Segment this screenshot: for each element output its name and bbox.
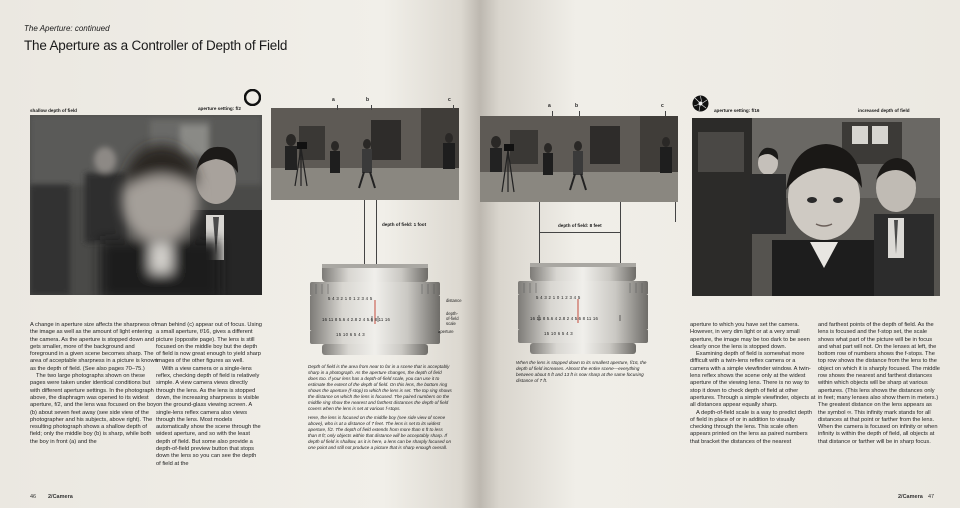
marker-c-line-left [453, 105, 454, 110]
label-shallow-dof: shallow depth of field [30, 108, 77, 113]
caption-right-p1: When the lens is stopped down to its smallest aperture, f/16, the depth of field increases. Almost the entire scene—everything between about 5 ft and 13 ft is now sharp at the same focusing distance of 7 ft. [516, 360, 647, 383]
body-left-col2-p1: man behind (c) appear out of focus. Using a small aperture, f/16, gives a different picture (opposite page). The lens is still focused on the middle boy but the depth of field is now great enough to yield sharp images of the other figures as well. [156, 322, 262, 365]
caption-left-p2: Here, the lens is focused on the middle boy (see side view of scene above), who is at a distance of 7 feet. The lens is set to its widest aperture, f/2. The depth of field extends from more than 6 ft to less than 8 ft; only objects within that distance will be acceptably sharp. If depth of field is shallow, as it is here, a lens can be sharply focused on one point and still not produce a picture that is sharp enough overall. [308, 415, 452, 450]
caption-left-p1: Depth of field is the area from near to far in a scene that is acceptably sharp in a photograph. As the aperture changes, the depth of field does too. If your lens has a depth-of-field scale, you can use it to estimate the extent of the depth of field. On this lens, the bottom ring shows the aperture (f-stop) to which the lens is set. The top ring shows the distance on which the lens is focused. The paired numbers on the middle ring show the nearest and farthest distances the depth of field covers when the lens is set at various f-stops. [308, 364, 452, 411]
lens-f16 [516, 261, 650, 356]
body-right-col2 [818, 322, 940, 446]
dof-scale-left: 16 11 8 5.6 4 2.8 2 4 5.6 8 11 16 [322, 317, 391, 322]
label-increased-dof: increased depth of field [858, 108, 910, 113]
dof-label-1-foot: depth of field: 1 foot [382, 222, 427, 227]
side-label-aperture: aperture [438, 329, 454, 334]
lens-f2 [308, 262, 442, 357]
section-kicker: The Aperture: continued [24, 24, 110, 33]
dof-bracket-left-b [376, 200, 377, 240]
marker-b-line-right [579, 111, 580, 116]
aperture-open-icon [244, 89, 261, 111]
marker-a-right: a [548, 103, 551, 109]
page-title: The Aperture as a Controller of Depth of Field [24, 38, 288, 53]
body-right-col1-p2: Examining depth of field is somewhat more difficult with a twin-lens reflex camera or a camera with a simple viewfinder window. A twin-lens reflex shows the scene only at the widest aperture of the viewing lens. There is no way to stop it down to check depth of field at other apertures. Through a simple viewfinder, objects at all distances appear equally sharp. [690, 351, 816, 409]
side-view-photo-right [480, 116, 678, 202]
dof-bracket-left-a [364, 200, 365, 240]
dof-scale-right: 16 11 8 5.6 4 2.8 2 4 5.6 8 11 16 [530, 316, 599, 321]
marker-b-left: b [366, 97, 370, 103]
section-footer-right: 2/Camera [898, 494, 923, 500]
marker-b-line-left [371, 105, 372, 110]
caption-right [516, 360, 650, 387]
page-number-right: 47 [928, 494, 935, 500]
aperture-scale-left: 15 10 6 5 4 3 [336, 332, 365, 337]
distance-scale-left: 5 4 3 2 1 0 1 2 3 4 5 [328, 296, 373, 301]
body-right-col1 [690, 322, 816, 446]
marker-c-right: c [661, 103, 664, 109]
page-number-left: 46 [30, 494, 37, 500]
shallow-dof-photo [30, 115, 262, 295]
marker-b-right: b [575, 103, 579, 109]
body-right-col2-p1: and farthest points of the depth of field. As the lens is focused and the f-stop set, the scale shows what part of the picture will be in focus and what part will not. On the lenses at left, the bottom row of numbers shows the f-stops. The top row shows the distance from the lens to the object on which it is sharply focused. The middle row shows the nearest and farthest distances within which objects will be sharp at various apertures. (This lens shows the distances only in feet; many lenses also show them in meters.) The greatest distance on the lens appears as the symbol ∞. This infinity mark stands for all distances at that point or farther from the lens. When the camera is focused on infinity or when infinity is within the depth of field, all objects at that distance or farther will be in sharp focus. [818, 322, 940, 445]
marker-c-line-right [665, 111, 666, 116]
deep-dof-photo [692, 118, 940, 296]
body-right-col1-p3: A depth-of-field scale is a way to predict depth of field in place of or in addition to visually checking through the lens. This scale often appears printed on the lens as paired numbers that bracket the distances of the nearest [690, 409, 813, 445]
marker-a-line-left [337, 105, 338, 110]
label-aperture-f2: aperture setting: f/2 [198, 106, 241, 111]
distance-scale-right: 5 4 3 2 1 0 1 2 3 4 5 [536, 295, 581, 300]
section-footer-left: 2/Camera [48, 494, 73, 500]
caption-left [308, 364, 452, 454]
body-left-col2-p2: With a view camera or a single-lens reflex, checking depth of field is relatively simple. A view camera views directly through the lens. As the lens is stopped down, the increasing sharpness is visible on the ground-glass viewing screen. A single-lens reflex camera also views through the lens. Most models automatically show the scene through the widest aperture, and so with the least depth of field. But some also provide a depth-of-field preview button that stops down the lens so you can see the depth of field at the [156, 365, 261, 467]
dof-line-right-c [675, 202, 676, 222]
side-view-photo-left [271, 108, 459, 200]
label-aperture-f16: aperture setting: f/16 [714, 108, 760, 113]
body-left-col1-p2: The two large photographs shown on these pages were taken under identical conditions but with different aperture settings. In the photograph above, the diaphragm was opened to its widest aperture, f/2, and the lens was focused on the boy (b) about seven feet away (see side view of the photographer and his subjects, above right). The resulting photograph shows a shallow depth of field; only the middle boy (b) is sharp, while both the boy in front (a) and the [30, 373, 157, 445]
aperture-small-icon [692, 95, 709, 117]
marker-c-left: c [448, 97, 451, 103]
aperture-scale-right: 15 10 6 5 4 3 [544, 331, 573, 336]
marker-a-line-right [552, 111, 553, 116]
side-label-distance: distance [446, 298, 462, 303]
body-left-col1 [30, 322, 158, 446]
body-right-col1-p1: aperture to which you have set the camera. However, in very dim light or at a very small aperture, the image may be too dark to be seen clearly once the lens is stopped down. [690, 322, 810, 350]
marker-a-left: a [332, 97, 335, 103]
body-left-col1-p1: A change in aperture size affects the sharpness of the image as well as the amount of light entering the camera. As the aperture is stopped down and gets smaller, more of the background and foreground in a given scene becomes sharp. The area of acceptable sharpness in a picture is known as the depth of field. (See also pages 70–75.) [30, 322, 158, 372]
body-left-col2 [156, 322, 262, 468]
dof-bracket-right [539, 232, 620, 233]
dof-label-8-feet: depth of field: 8 feet [558, 223, 602, 228]
side-label-dof-scale: depth-of-field scale [446, 311, 459, 326]
